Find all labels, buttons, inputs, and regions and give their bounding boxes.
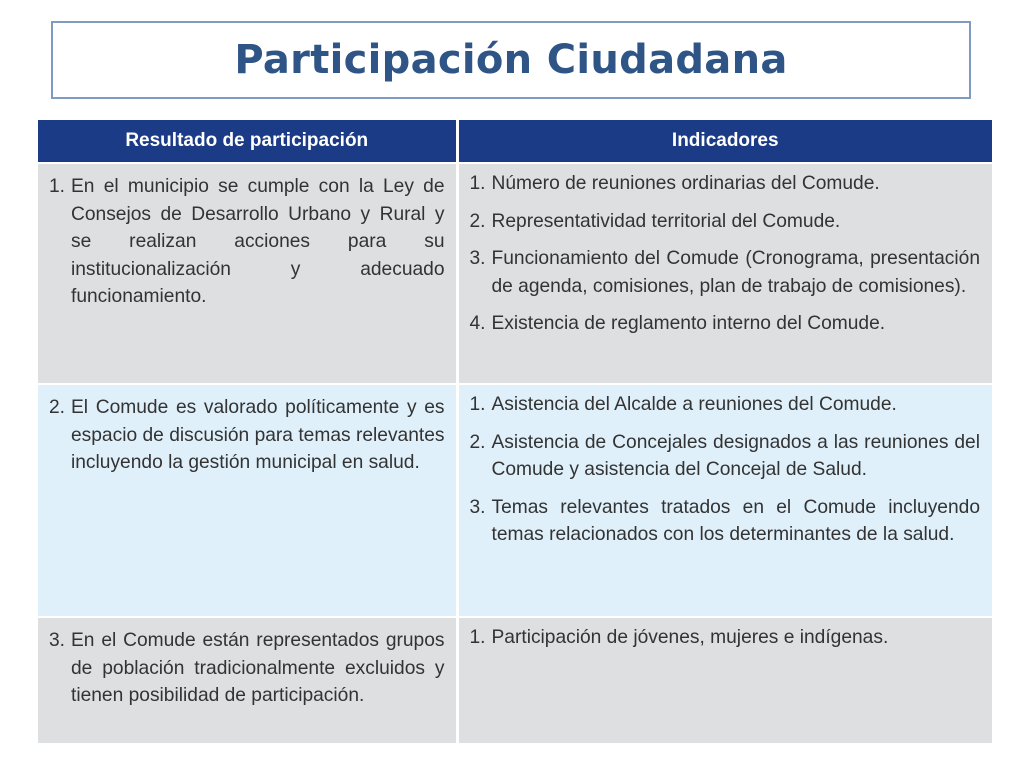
- table-header-row: [38, 120, 992, 163]
- item-text: En el Comude están representados grupos de población tradicionalmente excluidos y tienen posibilidad de participación.: [71, 630, 445, 706]
- indicator-item: [460, 391, 992, 429]
- indicator-item: [460, 429, 992, 494]
- item-number: 3.: [49, 630, 66, 651]
- item-text: El Comude es valorado políticamente y es espacio de discusión para temas relevantes incluyendo la gestión municipal en salud.: [71, 397, 445, 473]
- item-number: 1.: [469, 173, 486, 194]
- indicator-item: [460, 494, 992, 559]
- indicator-item: [460, 624, 992, 662]
- item-number: 2.: [469, 431, 486, 453]
- indicator-item: [460, 310, 992, 348]
- result-item: [39, 619, 455, 710]
- item-text: Asistencia de Concejales designados a las reuniones del Comude y asistencia del Concejal de Salud.: [491, 431, 980, 480]
- item-text: Funcionamiento del Comude (Cronograma, presentación de agenda, comisiones, plan de trabajo de comisiones).: [491, 248, 980, 297]
- item-text: Participación de jóvenes, mujeres e indígenas.: [491, 627, 889, 648]
- indicator-item: [460, 170, 992, 208]
- item-number: 4.: [469, 313, 486, 334]
- page-title: Participación Ciudadana: [234, 37, 788, 83]
- result-cell: [38, 163, 457, 384]
- item-text: Existencia de reglamento interno del Comude.: [491, 313, 886, 334]
- participation-table: [38, 120, 992, 743]
- item-number: 1.: [469, 394, 486, 415]
- header-indicators: Indicadores: [457, 120, 992, 163]
- item-text: Número de reuniones ordinarias del Comude.: [491, 173, 880, 194]
- title-box: [51, 21, 971, 99]
- result-item: [39, 386, 455, 477]
- item-number: 1.: [469, 627, 486, 648]
- item-number: 2.: [49, 397, 66, 418]
- result-item: [39, 165, 455, 311]
- table-row: [38, 617, 992, 743]
- indicator-item: [460, 208, 992, 246]
- item-number: 3.: [469, 496, 486, 518]
- indicator-item: [460, 245, 992, 310]
- indicators-cell: [457, 617, 992, 743]
- indicators-cell: [457, 384, 992, 617]
- result-cell: [38, 384, 457, 617]
- indicators-cell: [457, 163, 992, 384]
- header-result: Resultado de participación: [38, 120, 457, 163]
- item-text: En el municipio se cumple con la Ley de Consejos de Desarrollo Urbano y Rural y se realizan acciones para su institucionalización y adecuado funcionamiento.: [71, 176, 445, 307]
- item-number: 1.: [49, 176, 66, 197]
- item-number: 2.: [469, 210, 486, 232]
- item-number: 3.: [469, 248, 486, 269]
- result-cell: [38, 617, 457, 743]
- item-text: Asistencia del Alcalde a reuniones del Comude.: [491, 394, 897, 415]
- table-row: [38, 163, 992, 384]
- item-text: Representatividad territorial del Comude.: [491, 210, 841, 232]
- table-row: [38, 384, 992, 617]
- item-text: Temas relevantes tratados en el Comude incluyendo temas relacionados con los determinantes de la salud.: [491, 496, 980, 545]
